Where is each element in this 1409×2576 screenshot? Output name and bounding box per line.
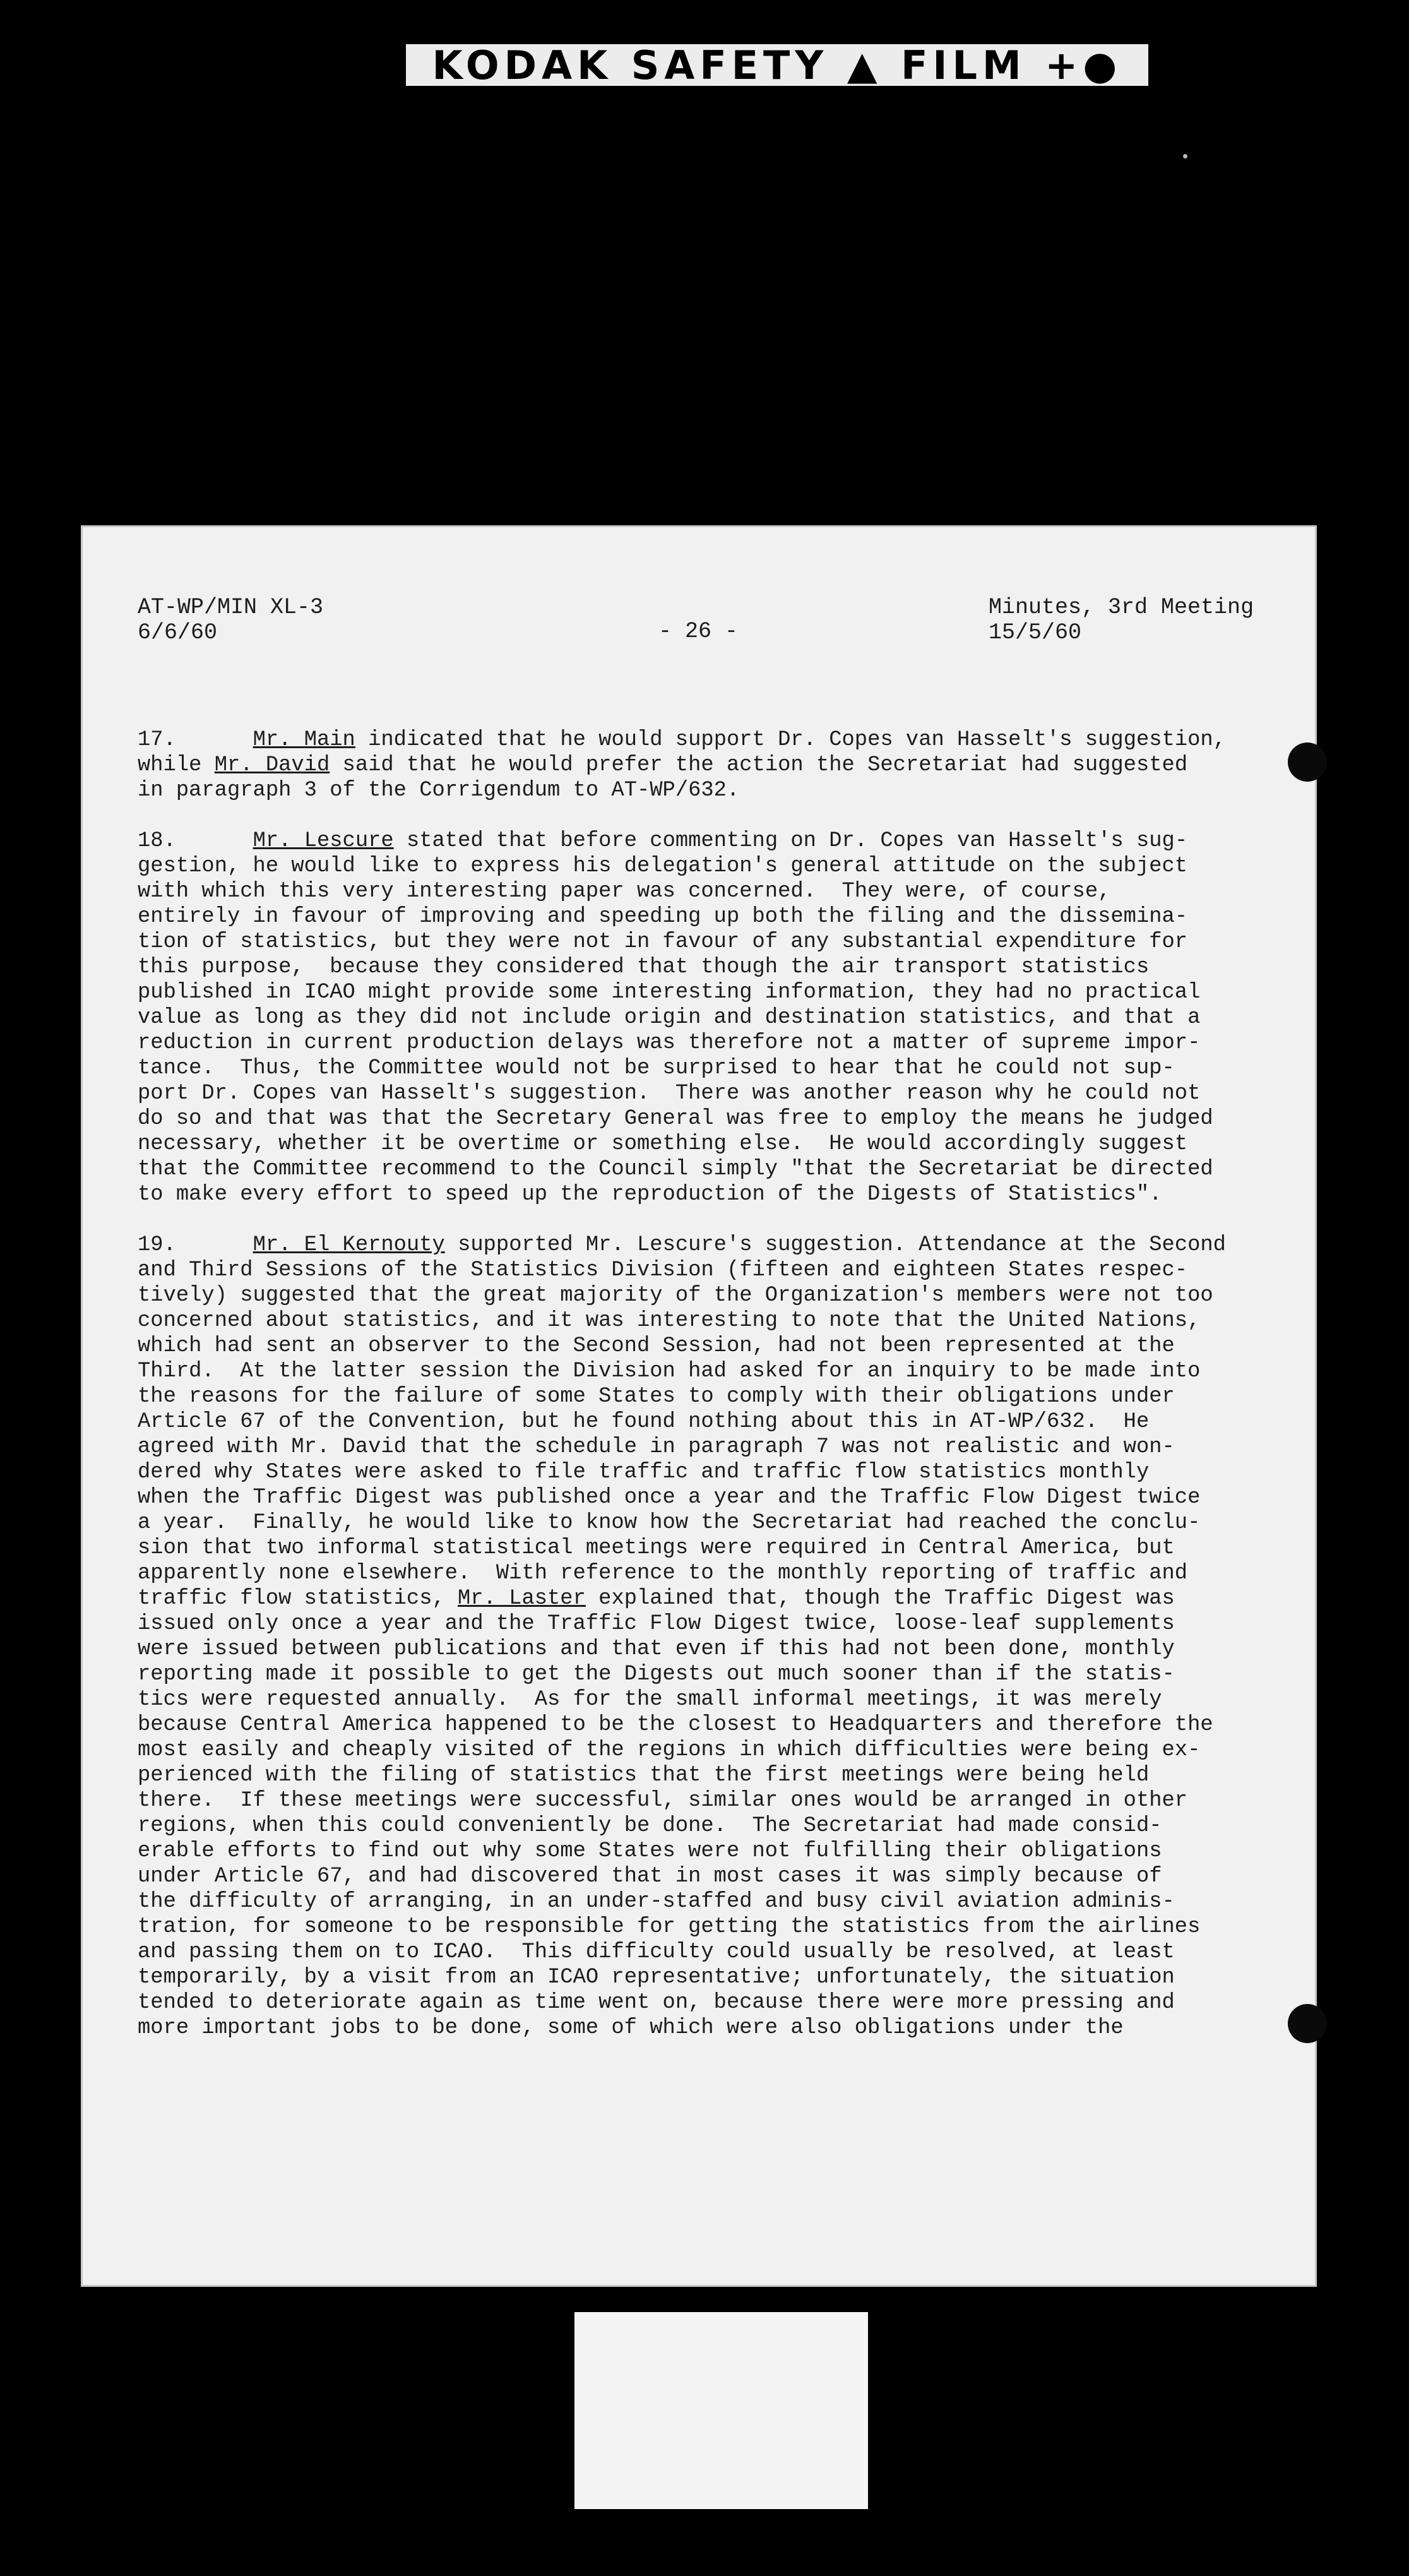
paragraph-text: explained that, though the Traffic Digest was xyxy=(585,1587,1175,1611)
document-reference xyxy=(138,595,323,645)
paragraph-text: do so and that was that the Secretary General was free to employ the means he judged xyxy=(138,1107,1213,1131)
paragraph-text: in paragraph 3 of the Corrigendum to AT-WP/632. xyxy=(138,778,740,802)
paragraph-line xyxy=(138,727,1249,753)
film-edge-banner: KODAK SAFETY ▲ FILM +● xyxy=(406,44,1148,86)
paragraph-text: tion of statistics, but they were not in favour of any substantial expenditure for xyxy=(138,930,1188,954)
paragraph-line xyxy=(138,1687,1249,1712)
paragraph-line xyxy=(138,1712,1249,1738)
paragraph-line xyxy=(138,1434,1249,1460)
film-speck xyxy=(1183,154,1187,158)
paragraph-text: because Central America happened to be the closest to Headquarters and therefore the xyxy=(138,1713,1213,1737)
paragraph-text: traffic flow statistics, xyxy=(138,1587,458,1611)
film-sprocket-hole-top xyxy=(1288,742,1327,782)
paragraph-text: tively) suggested that the great majority of the Organization's members were not too xyxy=(138,1284,1213,1308)
paragraph-text: a year. Finally, he would like to know how the Secretariat had reached the conclu- xyxy=(138,1511,1201,1535)
paragraph-text: said that he would prefer the action the Secretariat had suggested xyxy=(330,753,1188,777)
paragraph-line xyxy=(138,1106,1249,1131)
paragraph-text: port Dr. Copes van Hasselt's suggestion. There was another reason why he could not xyxy=(138,1082,1201,1106)
paragraph-text: tics were requested annually. As for the small informal meetings, it was merely xyxy=(138,1688,1162,1712)
paragraph-line xyxy=(138,1460,1249,1485)
speaker-name: Mr. El Kernouty xyxy=(253,1233,445,1257)
paragraph-line xyxy=(138,1914,1249,1940)
paragraph-line xyxy=(138,904,1249,929)
meeting-title: Minutes, 3rd Meeting xyxy=(989,595,1254,620)
paragraph-number: 19. xyxy=(138,1233,176,1257)
paragraph-text: sion that two informal statistical meetings were required in Central America, but xyxy=(138,1536,1175,1560)
paragraph-text: were issued between publications and that even if this had not been done, monthly xyxy=(138,1637,1175,1661)
paragraph-line xyxy=(138,1258,1249,1283)
minutes-body xyxy=(138,727,1249,2066)
film-sprocket-hole-bottom xyxy=(1288,2004,1327,2043)
paragraph-text: most easily and cheaply visited of the regions in which difficulties were being ex- xyxy=(138,1738,1201,1762)
paragraph-text: tance. Thus, the Committee would not be surprised to hear that he could not sup- xyxy=(138,1056,1175,1080)
paragraph-text: the reasons for the failure of some States to comply with their obligations under xyxy=(138,1385,1175,1409)
paragraph-line xyxy=(138,1813,1249,1839)
paragraph-line xyxy=(138,1839,1249,1864)
speaker-name: Mr. Main xyxy=(253,728,355,752)
paragraph-text: reporting made it possible to get the Digests out much sooner than if the statis- xyxy=(138,1662,1175,1686)
paragraph-text: when the Traffic Digest was published once a year and the Traffic Flow Digest twice xyxy=(138,1486,1201,1510)
paragraph-text: erable efforts to find out why some States were not fulfilling their obligations xyxy=(138,1839,1162,1863)
speaker-name: Mr. David xyxy=(214,753,330,777)
paragraph-text: that the Committee recommend to the Council simply "that the Secretariat be directed xyxy=(138,1157,1213,1181)
paragraph-line xyxy=(138,828,1249,854)
paragraph-text: with which this very interesting paper was concerned. They were, of course, xyxy=(138,880,1111,903)
speaker-name: Mr. Laster xyxy=(458,1587,586,1611)
paragraph-line xyxy=(138,1308,1249,1333)
speaker-name: Mr. Lescure xyxy=(253,829,394,853)
paragraph-line xyxy=(138,1232,1249,1258)
paragraph-text: and passing them on to ICAO. This difficulty could usually be resolved, at least xyxy=(138,1940,1175,1964)
paragraph-line xyxy=(138,1662,1249,1687)
paragraph-text: value as long as they did not include origin and destination statistics, and that a xyxy=(138,1006,1201,1030)
paragraph-line xyxy=(138,1333,1249,1359)
paragraph-line xyxy=(138,1965,1249,1990)
paragraph-line xyxy=(138,1157,1249,1182)
paragraph-text: while xyxy=(138,753,215,777)
paragraph-text: more important jobs to be done, some of which were also obligations under the xyxy=(138,2016,1124,2040)
minutes-paragraph xyxy=(138,727,1249,803)
paragraph-line xyxy=(138,2015,1249,2041)
paragraph-line xyxy=(138,1409,1249,1434)
paragraph-line xyxy=(138,1561,1249,1586)
paragraph-text: supported Mr. Lescure's suggestion. Attendance at the Second xyxy=(444,1233,1226,1257)
paragraph-line xyxy=(138,980,1249,1005)
minutes-paragraph xyxy=(138,828,1249,1207)
paragraph-text: concerned about statistics, and it was interesting to note that the United Nations, xyxy=(138,1309,1201,1333)
paragraph-line xyxy=(138,1359,1249,1384)
paragraph-number: 18. xyxy=(138,829,176,853)
paragraph-line xyxy=(138,753,1249,778)
paragraph-line xyxy=(138,1864,1249,1889)
paragraph-line xyxy=(138,1030,1249,1056)
paragraph-line xyxy=(138,1510,1249,1535)
meeting-reference xyxy=(989,595,1254,645)
paragraph-line xyxy=(138,1131,1249,1157)
paragraph-line xyxy=(138,1611,1249,1637)
paragraph-text: Article 67 of the Convention, but he found nothing about this in AT-WP/632. He xyxy=(138,1410,1150,1434)
paragraph-text: agreed with Mr. David that the schedule in paragraph 7 was not realistic and won- xyxy=(138,1435,1175,1459)
paragraph-text: to make every effort to speed up the reproduction of the Digests of Statistics". xyxy=(138,1183,1162,1207)
paragraph-line xyxy=(138,1940,1249,1965)
paragraph-line xyxy=(138,1738,1249,1763)
meeting-date: 15/5/60 xyxy=(989,620,1082,645)
paragraph-text: under Article 67, and had discovered that in most cases it was simply because of xyxy=(138,1864,1162,1888)
paragraph-line xyxy=(138,1283,1249,1308)
paragraph-text: the difficulty of arranging, in an under-staffed and busy civil aviation adminis- xyxy=(138,1890,1175,1914)
paragraph-line xyxy=(138,1990,1249,2015)
paragraph-line xyxy=(138,1889,1249,1914)
paragraph-text: apparently none elsewhere. With reference to the monthly reporting of traffic and xyxy=(138,1561,1188,1585)
paragraph-line xyxy=(138,879,1249,904)
paragraph-text: there. If these meetings were successful, similar ones would be arranged in other xyxy=(138,1789,1188,1813)
paragraph-text: temporarily, by a visit from an ICAO representative; unfortunately, the situation xyxy=(138,1965,1175,1989)
paragraph-text: reduction in current production delays was therefore not a matter of supreme impor- xyxy=(138,1031,1201,1055)
paragraph-text: published in ICAO might provide some interesting information, they had no practical xyxy=(138,981,1201,1005)
paragraph-line xyxy=(138,1056,1249,1081)
doc-ref-code: AT-WP/MIN XL-3 xyxy=(138,595,324,620)
paragraph-text: gestion, he would like to express his delegation's general attitude on the subject xyxy=(138,854,1188,878)
paragraph-text: tration, for someone to be responsible for getting the statistics from the airlines xyxy=(138,1915,1201,1939)
paragraph-line xyxy=(138,1763,1249,1788)
paragraph-line xyxy=(138,1788,1249,1813)
paragraph-text: entirely in favour of improving and speeding up both the filing and the dissemina- xyxy=(138,905,1188,929)
document-page xyxy=(81,525,1317,2287)
paragraph-line xyxy=(138,1384,1249,1409)
paragraph-text: stated that before commenting on Dr. Copes van Hasselt's sug- xyxy=(393,829,1188,853)
doc-ref-date: 6/6/60 xyxy=(138,620,218,645)
paragraph-text: issued only once a year and the Traffic Flow Digest twice, loose-leaf supplements xyxy=(138,1612,1175,1636)
paragraph-line xyxy=(138,1182,1249,1207)
paragraph-text: this purpose, because they considered that though the air transport statistics xyxy=(138,955,1150,979)
paragraph-text: tended to deteriorate again as time went on, because there were more pressing and xyxy=(138,1991,1175,2015)
paragraph-text: dered why States were asked to file traffic and traffic flow statistics monthly xyxy=(138,1460,1150,1484)
paragraph-text: perienced with the filing of statistics that the first meetings were being held xyxy=(138,1763,1150,1787)
paragraph-number: 17. xyxy=(138,728,176,752)
page-number: - 26 - xyxy=(658,619,739,644)
paragraph-line xyxy=(138,854,1249,879)
paragraph-line xyxy=(138,1081,1249,1106)
paragraph-text: which had sent an observer to the Second Session, had not been represented at the xyxy=(138,1334,1175,1358)
paragraph-line xyxy=(138,955,1249,980)
paragraph-text: and Third Sessions of the Statistics Division (fifteen and eighteen States respec- xyxy=(138,1258,1188,1282)
paragraph-text: Third. At the latter session the Division had asked for an inquiry to be made into xyxy=(138,1359,1201,1383)
paragraph-text: indicated that he would support Dr. Copes van Hasselt's suggestion, xyxy=(355,728,1226,752)
paragraph-line xyxy=(138,929,1249,955)
film-leader-label xyxy=(574,2312,868,2509)
paragraph-line xyxy=(138,1637,1249,1662)
paragraph-text: necessary, whether it be overtime or something else. He would accordingly suggest xyxy=(138,1132,1188,1156)
paragraph-line xyxy=(138,1485,1249,1510)
minutes-paragraph xyxy=(138,1232,1249,2041)
paragraph-line xyxy=(138,778,1249,803)
paragraph-text: regions, when this could conveniently be done. The Secretariat had made consid- xyxy=(138,1814,1162,1838)
paragraph-line xyxy=(138,1535,1249,1561)
paragraph-line xyxy=(138,1005,1249,1030)
document-header xyxy=(138,595,1254,658)
paragraph-line xyxy=(138,1586,1249,1611)
